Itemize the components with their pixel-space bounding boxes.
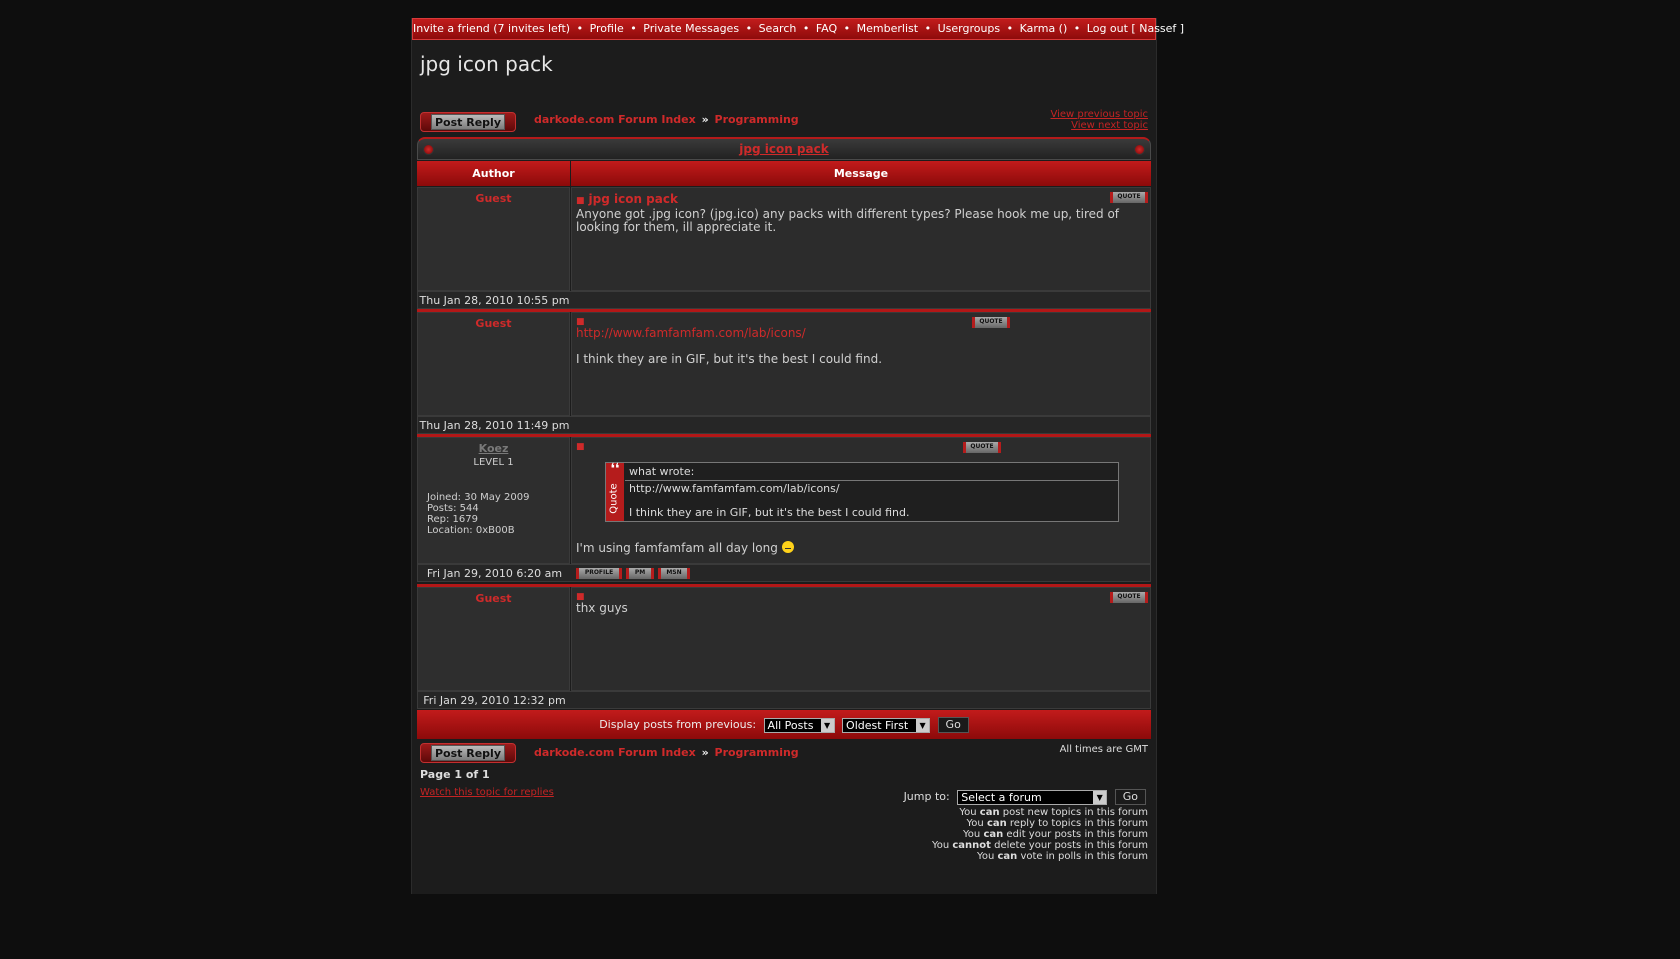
post-bullet-icon: ■ bbox=[576, 442, 585, 452]
nav-separator: • bbox=[802, 22, 810, 35]
breadcrumb bbox=[534, 113, 799, 126]
header-dot-right bbox=[1134, 144, 1145, 155]
nav-separator: • bbox=[576, 22, 584, 35]
permission-line: You can vote in polls in this forum bbox=[977, 851, 1148, 862]
post-bullet-icon: ■ bbox=[576, 592, 585, 602]
post-message-cell bbox=[571, 587, 1151, 691]
post-subject-text: jpg icon pack bbox=[588, 192, 678, 206]
nav-profile[interactable]: Profile bbox=[589, 22, 624, 35]
nav-separator: • bbox=[1006, 22, 1014, 35]
quote-line: I think they are in GIF, but it's the best I could find. bbox=[629, 506, 910, 519]
chevron-down-icon: ▼ bbox=[1093, 791, 1106, 804]
previous-topic-link[interactable]: View previous topic bbox=[1050, 109, 1148, 120]
user-level: LEVEL 1 bbox=[473, 457, 514, 468]
permission-line: You can reply to topics in this forum bbox=[966, 818, 1148, 829]
pagination: Page 1 of 1 bbox=[420, 768, 490, 781]
post-message-cell bbox=[571, 187, 1151, 291]
post-author-link[interactable]: Koez bbox=[478, 442, 509, 455]
post-bullet-icon: ■ bbox=[576, 196, 585, 206]
post-message-cell bbox=[571, 312, 1151, 416]
post-author-cell bbox=[417, 587, 570, 691]
breadcrumb-forum-index[interactable]: darkode.com Forum Index bbox=[534, 113, 696, 126]
nav-search[interactable]: Search bbox=[758, 22, 797, 35]
permission-line: You cannot delete your posts in this forum bbox=[931, 840, 1148, 851]
post-author-cell bbox=[417, 312, 570, 416]
user-rep: Rep: 1679 bbox=[427, 514, 478, 525]
post-reply-button[interactable] bbox=[420, 743, 516, 763]
post-body bbox=[572, 541, 798, 555]
breadcrumb bbox=[534, 746, 799, 759]
user-posts: Posts: 544 bbox=[427, 503, 479, 514]
nav-private-messages[interactable]: Private Messages bbox=[643, 22, 740, 35]
column-message: Message bbox=[571, 161, 1151, 186]
post-footer bbox=[417, 564, 1151, 582]
nav-memberlist[interactable]: Memberlist bbox=[856, 22, 919, 35]
quote-button[interactable]: QUOTE bbox=[1110, 592, 1148, 603]
nav-faq[interactable]: FAQ bbox=[815, 22, 838, 35]
post-footer bbox=[417, 691, 1151, 709]
quote-tab-label: Quote bbox=[608, 483, 620, 514]
post-author-cell bbox=[417, 187, 570, 291]
display-go-button[interactable]: Go bbox=[938, 717, 969, 733]
quote-mark-icon: ❛❛ bbox=[610, 461, 620, 477]
posts-range-value: All Posts bbox=[767, 718, 814, 732]
posts-range-select[interactable] bbox=[764, 718, 835, 733]
forum-permissions bbox=[932, 807, 1148, 862]
post-author: Guest bbox=[475, 592, 512, 605]
post-date: Fri Jan 29, 2010 6:20 am bbox=[426, 567, 563, 580]
top-navigation bbox=[412, 18, 1185, 40]
breadcrumb-arrow: » bbox=[701, 113, 709, 126]
breadcrumb-arrow: » bbox=[701, 746, 709, 759]
quote-button[interactable]: QUOTE bbox=[963, 442, 1001, 453]
jump-forum-select[interactable] bbox=[957, 790, 1107, 805]
jump-to bbox=[904, 789, 1146, 805]
permission-line: You can post new topics in this forum bbox=[959, 807, 1148, 818]
post-date: Thu Jan 28, 2010 11:49 pm bbox=[419, 419, 570, 432]
post-date: Fri Jan 29, 2010 12:32 pm bbox=[423, 694, 566, 707]
watch-topic-link[interactable]: Watch this topic for replies bbox=[420, 787, 554, 798]
user-stats bbox=[427, 492, 569, 536]
user-location: Location: 0xB00B bbox=[427, 525, 515, 536]
post-text: I'm using famfamfam all day long bbox=[576, 541, 778, 555]
post-bullet-icon: ■ bbox=[576, 317, 585, 327]
next-topic-link[interactable]: View next topic bbox=[1071, 120, 1148, 131]
nav-karma[interactable]: Karma () bbox=[1019, 22, 1068, 35]
display-options-bar bbox=[417, 710, 1151, 739]
post-body: Anyone got .jpg icon? (jpg.ico) any packs with different types? Please hook me up, tired of looking for them, ill appreciate it. bbox=[576, 207, 1120, 234]
topic-header bbox=[417, 137, 1151, 160]
quote-line: http://www.famfamfam.com/lab/icons/ bbox=[629, 482, 840, 495]
breadcrumb-forum-index[interactable]: darkode.com Forum Index bbox=[534, 746, 696, 759]
nav-usergroups[interactable]: Usergroups bbox=[937, 22, 1001, 35]
post-author: Guest bbox=[475, 317, 512, 330]
post-reply-label: Post Reply bbox=[431, 114, 505, 130]
post-text: I think they are in GIF, but it's the best I could find. bbox=[576, 352, 883, 366]
forum-page bbox=[411, 18, 1185, 894]
sort-order-value: Oldest First bbox=[846, 718, 909, 732]
page-title: jpg icon pack bbox=[420, 52, 553, 76]
post-author-cell bbox=[417, 437, 570, 564]
nav-separator: • bbox=[1073, 22, 1081, 35]
quote-text bbox=[629, 483, 910, 519]
breadcrumb-programming[interactable]: Programming bbox=[714, 113, 799, 126]
timezone-note: All times are GMT bbox=[1059, 744, 1148, 755]
post-author: Guest bbox=[475, 192, 512, 205]
chevron-down-icon: ▼ bbox=[916, 719, 929, 732]
smiley-icon bbox=[782, 541, 794, 553]
nav-invite[interactable]: Invite a friend (7 invites left) bbox=[413, 22, 571, 35]
header-dot-left bbox=[423, 144, 434, 155]
permission-line: You can edit your posts in this forum bbox=[963, 829, 1148, 840]
display-label: Display posts from previous: bbox=[599, 718, 757, 731]
quote-button[interactable]: QUOTE bbox=[1110, 192, 1148, 203]
user-joined: Joined: 30 May 2009 bbox=[427, 492, 530, 503]
post-body bbox=[572, 327, 1150, 366]
nav-separator: • bbox=[745, 22, 753, 35]
post-footer bbox=[417, 416, 1151, 434]
post-link[interactable]: http://www.famfamfam.com/lab/icons/ bbox=[576, 326, 806, 340]
profile-button[interactable]: PROFILE bbox=[576, 568, 622, 579]
topic-title-link[interactable]: jpg icon pack bbox=[739, 142, 829, 156]
jump-go-button[interactable]: Go bbox=[1115, 789, 1146, 805]
sort-order-select[interactable] bbox=[842, 718, 930, 733]
post-date: Thu Jan 28, 2010 10:55 pm bbox=[419, 294, 570, 307]
nav-separator: • bbox=[924, 22, 932, 35]
jump-label: Jump to: bbox=[903, 790, 950, 803]
post-body: thx guys bbox=[576, 601, 628, 615]
post-footer bbox=[417, 291, 1151, 309]
watch-topic bbox=[420, 787, 554, 798]
quote-button[interactable]: QUOTE bbox=[972, 317, 1010, 328]
post-message-cell bbox=[571, 437, 1151, 564]
chevron-down-icon: ▼ bbox=[821, 719, 834, 732]
breadcrumb-programming[interactable]: Programming bbox=[714, 746, 799, 759]
post-reply-label: Post Reply bbox=[431, 745, 505, 761]
column-author: Author bbox=[417, 161, 570, 186]
post-subject bbox=[576, 192, 1150, 206]
nav-separator: • bbox=[630, 22, 637, 35]
quote-author: what wrote: bbox=[625, 463, 1118, 481]
jump-forum-value: Select a forum bbox=[961, 790, 1042, 804]
pm-button[interactable]: PM bbox=[626, 568, 654, 579]
nav-logout[interactable]: Log out [ Nassef ] bbox=[1086, 22, 1185, 35]
nav-separator: • bbox=[843, 22, 851, 35]
msn-button[interactable]: MSN bbox=[658, 568, 690, 579]
topic-navigation bbox=[1050, 109, 1148, 131]
quote-tab bbox=[606, 463, 624, 521]
quote-block bbox=[605, 462, 1119, 522]
post-reply-button[interactable] bbox=[420, 112, 516, 132]
